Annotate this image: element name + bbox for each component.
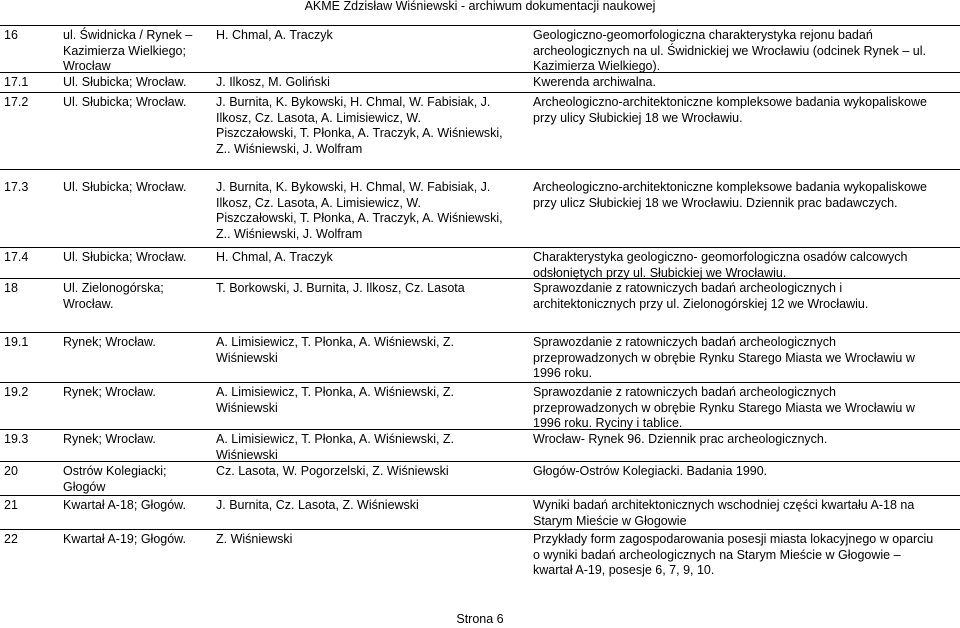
row-place: Ul. Zielonogórska; Wrocław. xyxy=(63,281,164,311)
table-row xyxy=(0,248,960,279)
table-row xyxy=(0,73,960,93)
row-id: 22 xyxy=(4,532,18,546)
document-header: AKME Zdzisław Wiśniewski - archiwum dokumentacji naukowej xyxy=(304,0,656,13)
row-authors: J. Burnita, K. Bykowski, H. Chmal, W. Fabisiak, J. Ilkosz, Cz. Lasota, A. Limisiewicz, W. Piszczałowski, T. Płonka, A. Traczyk, A. Wiśniewski, Z.. Wiśniewski, J. Wolfram xyxy=(216,95,503,156)
row-id: 16 xyxy=(4,28,18,42)
table-row xyxy=(0,430,960,462)
row-title: Sprawozdanie z ratowniczych badań archeologicznych i architektonicznych przy ul. Zielonogórskiej 12 we Wrocławiu. xyxy=(533,281,869,311)
table-row xyxy=(0,530,960,582)
row-id: 19.2 xyxy=(4,385,29,399)
row-place: Ul. Słubicka; Wrocław. xyxy=(63,250,187,264)
archive-table xyxy=(0,25,960,582)
row-place: Rynek; Wrocław. xyxy=(63,335,156,349)
row-title: Przykłady form zagospodarowania posesji miasta lokacyjnego w oparciu o wyniki badań archeologicznych na Starym Mieście w Głogowie – kwartał A-19, posesje 6, 7, 9, 10. xyxy=(533,532,934,577)
row-title: Sprawozdanie z ratowniczych badań archeologicznych przeprowadzonych w obrębie Rynku Starego Miasta we Wrocławiu w 1996 roku. Ryciny i tablice. xyxy=(533,385,915,430)
row-place: ul. Świdnicka / Rynek – Kazimierza Wielkiego; Wrocław xyxy=(63,28,193,73)
row-place: Kwartał A-19; Głogów. xyxy=(63,532,186,546)
row-authors: A. Limisiewicz, T. Płonka, A. Wiśniewski, Z. Wiśniewski xyxy=(216,432,455,462)
row-authors: T. Borkowski, J. Burnita, J. Ilkosz, Cz. Lasota xyxy=(216,281,465,295)
row-authors: Cz. Lasota, W. Pogorzelski, Z. Wiśniewski xyxy=(216,464,449,478)
row-id: 17.3 xyxy=(4,180,29,194)
table-row xyxy=(0,333,960,383)
table-row xyxy=(0,496,960,530)
row-id: 20 xyxy=(4,464,18,478)
row-place: Rynek; Wrocław. xyxy=(63,432,156,446)
row-authors: H. Chmal, A. Traczyk xyxy=(216,250,333,264)
row-place: Ostrów Kolegiacki; Głogów xyxy=(63,464,167,494)
row-id: 17.2 xyxy=(4,95,29,109)
row-authors: A. Limisiewicz, T. Płonka, A. Wiśniewski, Z. Wiśniewski xyxy=(216,335,455,365)
table-row xyxy=(0,279,960,333)
row-place: Ul. Słubicka; Wrocław. xyxy=(63,180,187,194)
row-id: 18 xyxy=(4,281,18,295)
row-authors: J. Ilkosz, M. Goliński xyxy=(216,75,330,89)
row-id: 17.4 xyxy=(4,250,29,264)
row-id: 17.1 xyxy=(4,75,29,89)
row-place: Ul. Słubicka; Wrocław. xyxy=(63,95,187,109)
row-title: Sprawozdanie z ratowniczych badań archeologicznych przeprowadzonych w obrębie Rynku Starego Miasta we Wrocławiu w 1996 roku. xyxy=(533,335,915,380)
row-title: Archeologiczno-architektoniczne kompleksowe badania wykopaliskowe przy ulicy Słubickiej 18 we Wrocławiu. xyxy=(533,95,927,125)
row-place: Kwartał A-18; Głogów. xyxy=(63,498,186,512)
row-place: Ul. Słubicka; Wrocław. xyxy=(63,75,187,89)
row-id: 21 xyxy=(4,498,18,512)
table-row xyxy=(0,383,960,430)
row-title: Charakterystyka geologiczno- geomorfologiczna osadów calcowych odsłoniętych przy ul. Słubickiej we Wrocławiu. xyxy=(533,250,908,280)
row-authors: J. Burnita, K. Bykowski, H. Chmal, W. Fabisiak, J. Ilkosz, Cz. Lasota, A. Limisiewicz, W. Piszczałowski, T. Płonka, A. Traczyk, A. Wiśniewski, Z.. Wiśniewski, J. Wolfram xyxy=(216,180,503,241)
table-row xyxy=(0,93,960,170)
row-id: 19.3 xyxy=(4,432,29,446)
row-title: Wrocław- Rynek 96. Dziennik prac archeologicznych. xyxy=(533,432,828,446)
row-title: Geologiczno-geomorfologiczna charakterystyka rejonu badań archeologicznych na ul. Świdnickiej we Wrocławiu (odcinek Rynek – ul. Kazimierza Wielkiego). xyxy=(533,28,927,73)
row-title: Wyniki badań architektonicznych wschodniej części kwartału A-18 na Starym Mieście w Głogowie xyxy=(533,498,915,528)
page-number: Strona 6 xyxy=(456,612,504,626)
row-id: 19.1 xyxy=(4,335,29,349)
row-title: Archeologiczno-architektoniczne kompleksowe badania wykopaliskowe przy ulicz Słubickiej 18 we Wrocławiu. Dziennik prac badawczych. xyxy=(533,180,927,210)
table-row xyxy=(0,26,960,73)
table-row xyxy=(0,170,960,248)
table-row xyxy=(0,462,960,496)
row-authors: Z. Wiśniewski xyxy=(216,532,293,546)
row-place: Rynek; Wrocław. xyxy=(63,385,156,399)
row-authors: H. Chmal, A. Traczyk xyxy=(216,28,333,42)
row-title: Kwerenda archiwalna. xyxy=(533,75,656,89)
row-authors: A. Limisiewicz, T. Płonka, A. Wiśniewski, Z. Wiśniewski xyxy=(216,385,455,415)
row-title: Głogów-Ostrów Kolegiacki. Badania 1990. xyxy=(533,464,768,478)
row-authors: J. Burnita, Cz. Lasota, Z. Wiśniewski xyxy=(216,498,419,512)
